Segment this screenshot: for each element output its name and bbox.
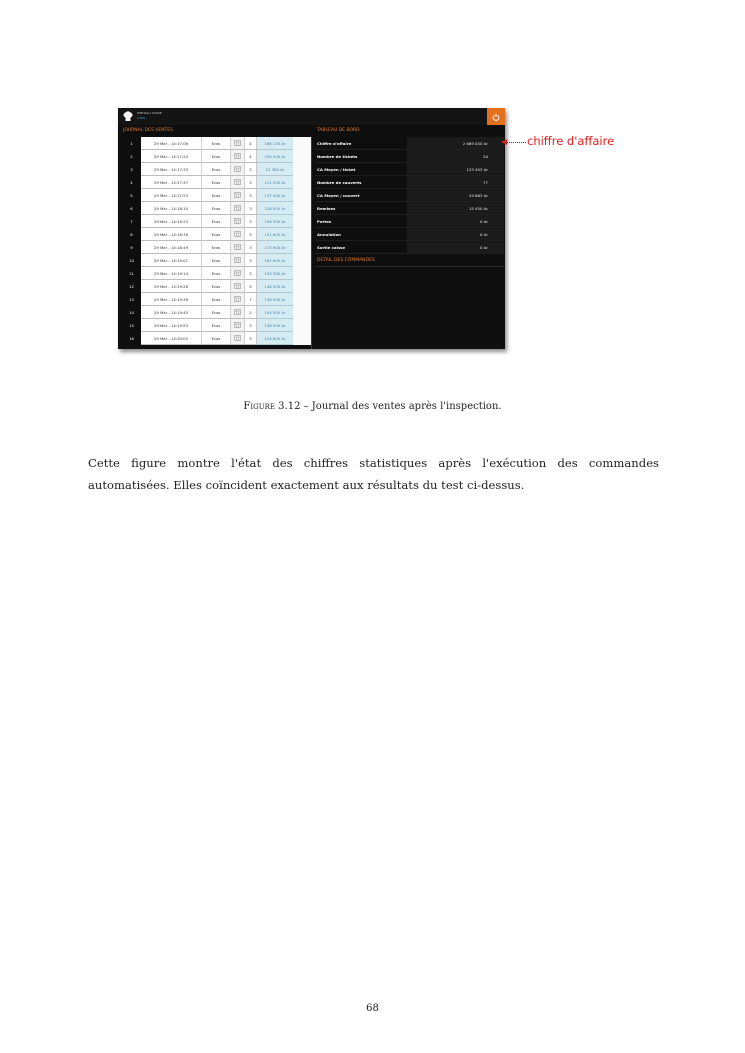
journal-row[interactable] — [122, 319, 311, 332]
figure-caption — [0, 401, 745, 412]
row-date: 29 Mar - 14:18:10 — [141, 202, 201, 215]
journal-list — [122, 137, 311, 345]
row-covers: 3 — [244, 228, 256, 241]
row-edge — [293, 319, 311, 332]
row-covers: 2 — [244, 306, 256, 319]
row-number: 13 — [129, 297, 134, 302]
row-type: Ecas — [201, 215, 230, 228]
journal-row[interactable] — [122, 215, 311, 228]
table-icon — [230, 306, 244, 319]
top-bar — [118, 108, 505, 125]
dashboard-value: 133 453 Ar — [407, 163, 504, 175]
row-edge — [293, 150, 311, 163]
row-date: 29 Mar - 14:18:49 — [141, 241, 201, 254]
journal-row[interactable] — [122, 267, 311, 280]
dashboard-row — [315, 150, 504, 163]
row-number: 11 — [129, 271, 134, 276]
row-date: 29 Mar - 14:17:06 — [141, 137, 201, 150]
row-date: 29 Mar - 14:17:20 — [141, 150, 201, 163]
journal-row[interactable] — [122, 332, 311, 345]
dashboard-row — [315, 189, 504, 202]
row-number: 16 — [129, 336, 134, 341]
journal-row[interactable] — [122, 241, 311, 254]
journal-title: JOURNAL DES VENTES — [123, 128, 174, 133]
journal-row[interactable] — [122, 163, 311, 176]
row-date: 29 Mar - 14:18:36 — [141, 228, 201, 241]
table-icon — [230, 267, 244, 280]
row-amount: 167 600 Ar — [256, 254, 293, 267]
row-number: 7 — [130, 219, 133, 224]
dashboard-label: Remises — [317, 205, 336, 211]
row-covers: 3 — [244, 202, 256, 215]
dashboard-value: 20 — [407, 150, 504, 162]
dashboard-row — [315, 202, 504, 215]
row-amount: 124 800 Ar — [256, 332, 293, 345]
dashboard-row — [315, 241, 504, 254]
row-date: 29 Mar - 14:19:53 — [141, 319, 201, 332]
journal-row[interactable] — [122, 189, 311, 202]
journal-row[interactable] — [122, 293, 311, 306]
row-type: Ecas — [201, 150, 230, 163]
journal-row[interactable] — [122, 228, 311, 241]
row-covers: 3 — [244, 267, 256, 280]
panel-divider — [311, 137, 312, 349]
dashboard-row — [315, 176, 504, 189]
details-title: DETAIL DES COMMANDES — [317, 258, 375, 263]
power-icon — [492, 113, 500, 121]
dashboard-label: Sortie caisse — [317, 244, 346, 250]
row-covers: 3 — [244, 254, 256, 267]
table-icon — [230, 319, 244, 332]
dashboard-row — [315, 215, 504, 228]
row-date: 29 Mar - 14:19:01 — [141, 254, 201, 267]
row-number: 1 — [130, 141, 133, 146]
row-type: Ecas — [201, 319, 230, 332]
row-covers: 3 — [244, 319, 256, 332]
row-amount: 135 350 Ar — [256, 267, 293, 280]
row-amount: 259 500 Ar — [256, 150, 293, 163]
dashboard-label: Annulation — [317, 231, 341, 237]
chef-hat-icon — [123, 111, 133, 123]
row-covers: 3 — [244, 189, 256, 202]
dashboard-label: CA Moyen / ticket — [317, 166, 356, 172]
caption-text: – Journal des ventes après l'inspection. — [300, 401, 502, 412]
table-icon — [230, 241, 244, 254]
dashboard-row — [315, 228, 504, 241]
row-edge — [293, 215, 311, 228]
row-date: 29 Mar - 14:17:53 — [141, 189, 201, 202]
dashboard-value: 2 669 050 Ar — [407, 137, 504, 149]
row-date: 29 Mar - 14:17:33 — [141, 163, 201, 176]
dashboard-row — [315, 163, 504, 176]
row-covers: 3 — [244, 176, 256, 189]
table-icon — [230, 176, 244, 189]
row-edge — [293, 267, 311, 280]
dashboard-value: 34 663 Ar — [407, 189, 504, 201]
row-type: Ecas — [201, 254, 230, 267]
app-name: MISHALLI CASSE — [137, 111, 162, 115]
power-button[interactable] — [487, 108, 505, 125]
row-edge — [293, 228, 311, 241]
row-amount: 115 900 Ar — [256, 241, 293, 254]
table-icon — [230, 202, 244, 215]
dashboard-label: Pertes — [317, 218, 332, 224]
row-edge — [293, 332, 311, 345]
row-edge — [293, 293, 311, 306]
journal-row[interactable] — [122, 306, 311, 319]
dashboard-value: 15 450 Ar — [407, 202, 504, 214]
row-type: Ecas — [201, 306, 230, 319]
row-amount: 131 600 Ar — [256, 228, 293, 241]
table-icon — [230, 293, 244, 306]
dashboard-row — [315, 137, 504, 150]
row-number: 9 — [130, 245, 133, 250]
table-icon — [230, 163, 244, 176]
row-number: 10 — [129, 258, 134, 263]
annotation-label: chiffre d'affaire — [527, 134, 615, 148]
table-icon — [230, 189, 244, 202]
row-covers: 4 — [244, 137, 256, 150]
row-amount: 156 300 Ar — [256, 215, 293, 228]
row-date: 29 Mar - 14:17:37 — [141, 176, 201, 189]
journal-row[interactable] — [122, 137, 311, 150]
row-amount: 138 500 Ar — [256, 319, 293, 332]
row-date: 29 Mar - 14:19:28 — [141, 280, 201, 293]
caption-prefix: Figure 3.12 — [243, 401, 301, 412]
row-edge — [293, 163, 311, 176]
dashboard-table — [315, 137, 504, 254]
table-icon — [230, 228, 244, 241]
row-date: 29 Mar - 14:18:23 — [141, 215, 201, 228]
row-number: 2 — [130, 154, 133, 159]
row-type: Ecas — [201, 202, 230, 215]
dashboard-value: 77 — [407, 176, 504, 188]
row-edge — [293, 241, 311, 254]
row-covers: 4 — [244, 150, 256, 163]
row-number: 15 — [129, 323, 134, 328]
journal-row[interactable] — [122, 150, 311, 163]
journal-row[interactable] — [122, 202, 311, 215]
app-screenshot — [118, 108, 505, 349]
row-date: 29 Mar - 14:19:14 — [141, 267, 201, 280]
row-type: Ecas — [201, 137, 230, 150]
row-edge — [293, 202, 311, 215]
row-number: 5 — [130, 193, 133, 198]
table-icon — [230, 150, 244, 163]
row-number: 8 — [130, 232, 133, 237]
row-number: 6 — [130, 206, 133, 211]
dashboard-label: CA Moyen / couvert — [317, 192, 360, 198]
row-type: Ecas — [201, 176, 230, 189]
row-number: 14 — [129, 310, 134, 315]
row-covers: 3 — [244, 332, 256, 345]
table-icon — [230, 137, 244, 150]
row-date: 29 Mar - 14:20:02 — [141, 332, 201, 345]
dashboard-title: TABLEAU DE BORD — [317, 128, 360, 133]
row-type: Ecas — [201, 267, 230, 280]
row-amount: 111 200 Ar — [256, 176, 293, 189]
table-icon — [230, 215, 244, 228]
row-edge — [293, 137, 311, 150]
row-covers: 3 — [244, 163, 256, 176]
row-number: 3 — [130, 167, 133, 172]
row-number: 12 — [129, 284, 134, 289]
journal-row[interactable] — [122, 176, 311, 189]
row-covers: 7 — [244, 293, 256, 306]
row-edge — [293, 176, 311, 189]
row-covers: 9 — [244, 280, 256, 293]
annotation-leader-line — [506, 142, 526, 143]
journal-row[interactable] — [122, 254, 311, 267]
dashboard-value: 0 Ar — [407, 241, 504, 253]
dashboard-label: Chiffre d'affaire — [317, 140, 352, 146]
row-edge — [293, 254, 311, 267]
row-date: 29 Mar - 14:19:36 — [141, 293, 201, 306]
row-type: Ecas — [201, 332, 230, 345]
page-number: 68 — [366, 1003, 379, 1014]
dashboard-value: 0 Ar — [407, 228, 504, 240]
row-type: Ecas — [201, 241, 230, 254]
row-type: Ecas — [201, 189, 230, 202]
row-edge — [293, 189, 311, 202]
details-divider — [315, 266, 504, 267]
row-number: 4 — [130, 180, 133, 185]
dashboard-label: Nombre de couverts — [317, 179, 362, 185]
row-covers: 3 — [244, 241, 256, 254]
row-amount: 138 000 Ar — [256, 293, 293, 306]
user-name: USER — [137, 116, 146, 120]
journal-row[interactable] — [122, 280, 311, 293]
row-covers: 3 — [244, 215, 256, 228]
row-amount: 145 500 Ar — [256, 306, 293, 319]
row-amount: 21 350 Ar — [256, 163, 293, 176]
table-icon — [230, 254, 244, 267]
row-edge — [293, 280, 311, 293]
row-type: Ecas — [201, 228, 230, 241]
row-date: 29 Mar - 14:19:45 — [141, 306, 201, 319]
table-icon — [230, 280, 244, 293]
dashboard-label: Nombre de tickets — [317, 153, 358, 159]
row-edge — [293, 306, 311, 319]
body-paragraph: Cette figure montre l'état des chiffres statistiques après l'exécution des commandes automatisées. Elles coïncident exactement aux résultats du test ci-dessus. — [88, 456, 659, 492]
row-amount: 137 400 Ar — [256, 189, 293, 202]
row-type: Ecas — [201, 280, 230, 293]
row-amount: 128 000 Ar — [256, 202, 293, 215]
dashboard-value: 0 Ar — [407, 215, 504, 227]
row-type: Ecas — [201, 293, 230, 306]
row-type: Ecas — [201, 163, 230, 176]
table-icon — [230, 332, 244, 345]
row-amount: 166 150 Ar — [256, 137, 293, 150]
row-amount: 148 500 Ar — [256, 280, 293, 293]
